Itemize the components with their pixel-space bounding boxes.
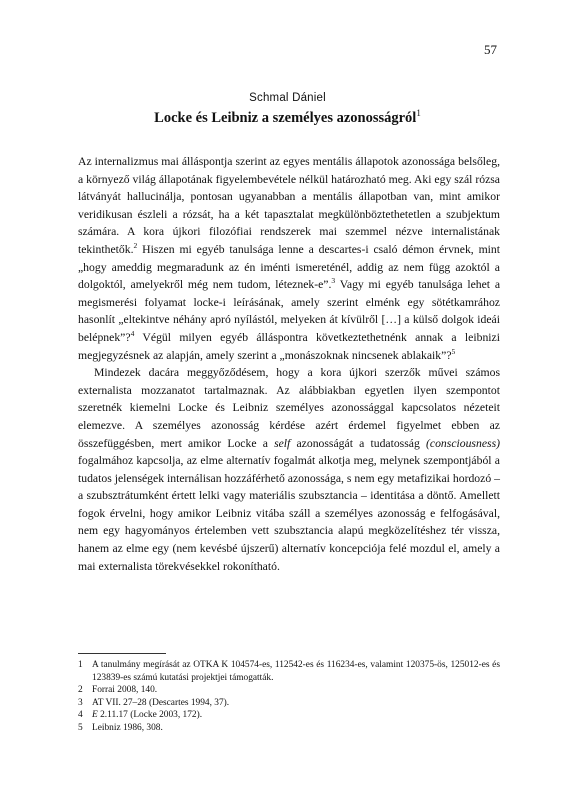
text-run: Az internalizmus mai álláspontja szerint az egyes mentális állapotok azonossága belsőleg, a környező világ állapotának figyelembevétele nélkül határozható meg. Aki egy szál rózsa látványát hallucinálja, pontosan ugyanabban a mentális állapotban van, mint amikor veridikusan észleli a rózsát, ha a két tapasztalat megkülönböztethetetlen a szubjektum számára. A kora újkori filozófiai rendszerek mai szemmel nézve internalistának tekinthetők. [78, 155, 500, 256]
text-run: Hiszen mi egyéb tanulsága lenne a descartes-i csaló démon érvnek, mint „hogy ameddig megmaradunk az én iménti ismereténél, addig az nem függ azoktól a dolgoktól, amelyekről még nem tudom, léteznek-e”. [78, 242, 500, 292]
footnotes [78, 659, 500, 735]
footnote [78, 684, 500, 697]
footnote-divider [78, 653, 166, 654]
text-run: fogalmához kapcsolja, az elme alternatív fogalmát alkotja meg, melynek szempontjából a tudatos jelenségek internálisan hozzáférhető azonossága, s nem egy metafizikai hordozó – a szubsztrátumként értett lelki vagy materiális szubsztancia – identitása a döntő. Amellett fogok érvelni, hogy amikor Leibniz vitába száll a személyes azonosság e felfogásával, nem egy hagyományos értelemben vett szubsztancia alapú megközelítéshez tér vissza, hanem az elme egy (nem kevésbé újszerű) alternatív koncepciója felé mozdul el, amely a mai externalista törekvésekkel rokonítható. [78, 454, 500, 573]
footnote-text: A tanulmány megírását az OTKA K 104574-es, 112542-es és 116234-es, valamint 120375-ös, 125012-es és 123839-es számú kutatási projektjei támogatták. [92, 660, 500, 683]
italic-term: self [274, 436, 291, 450]
footnote-number: 4 [78, 710, 83, 721]
text-run: Vagy mi egyéb tanulsága lehet a megismerési folyamat locke-i leírásának, amely szerint elménk egy sötétkamrához hasonlít „eltekintve néhány apró nyílástól, melyeken át kívülről […] a külső dolgok ideái belépnek”? [78, 278, 501, 344]
footnote-number: 1 [78, 660, 83, 670]
footnote-reference: 3 [331, 276, 336, 286]
italic-term: (consciousness) [426, 436, 501, 450]
footnote-italic: E [92, 710, 98, 721]
footnote-reference: 2 [133, 241, 138, 251]
footnote-number: 2 [78, 685, 83, 696]
footnote [78, 697, 500, 710]
page-number: 57 [484, 42, 497, 57]
text-run: Végül milyen egyéb álláspontra következtethetnénk annak a leibnizi megjegyzésnek az alapján, amely szerint a „monászoknak nincsenek ablakaik”? [78, 330, 500, 362]
footnote-text [92, 709, 500, 722]
paragraph-2 [78, 364, 500, 575]
footnote-reference: 5 [451, 346, 456, 356]
footnote-number: 3 [78, 697, 83, 708]
title-footnote-marker: 1 [416, 108, 421, 118]
footnote-text: AT VII. 27–28 (Descartes 1994, 37). [92, 697, 230, 708]
footnote [78, 659, 500, 684]
article-title [0, 108, 575, 127]
footnote-text: Forrai 2008, 140. [92, 685, 158, 696]
footnote [78, 722, 500, 735]
footnote-text-rest: 2.11.17 (Locke 2003, 172). [97, 710, 203, 721]
text-run: Mindezek dacára meggyőződésem, hogy a kora újkori szerzők művei számos externalista mozzanatot tartalmaznak. Az alábbiakban egyetlen ilyen szempontot szeretnék kiemelni Locke és Leibniz személyes azonossággal kapcsolatos nézeteit elemezve. A személyes azonosság kérdése azért érdemel figyelmet ebben az összefüggésben, mert amikor Locke a [78, 366, 500, 450]
text-run: azonosságát a tudatosság [290, 436, 426, 450]
footnote-reference: 4 [130, 329, 135, 339]
footnote-number: 5 [78, 722, 83, 733]
footnote-text: Leibniz 1986, 308. [92, 722, 163, 733]
author-name: Schmal Dániel [249, 92, 326, 104]
footnote [78, 709, 500, 722]
paragraph-1 [78, 153, 500, 364]
article-title-text: Locke és Leibniz a személyes azonosságról [154, 109, 417, 126]
body-text [78, 153, 500, 575]
